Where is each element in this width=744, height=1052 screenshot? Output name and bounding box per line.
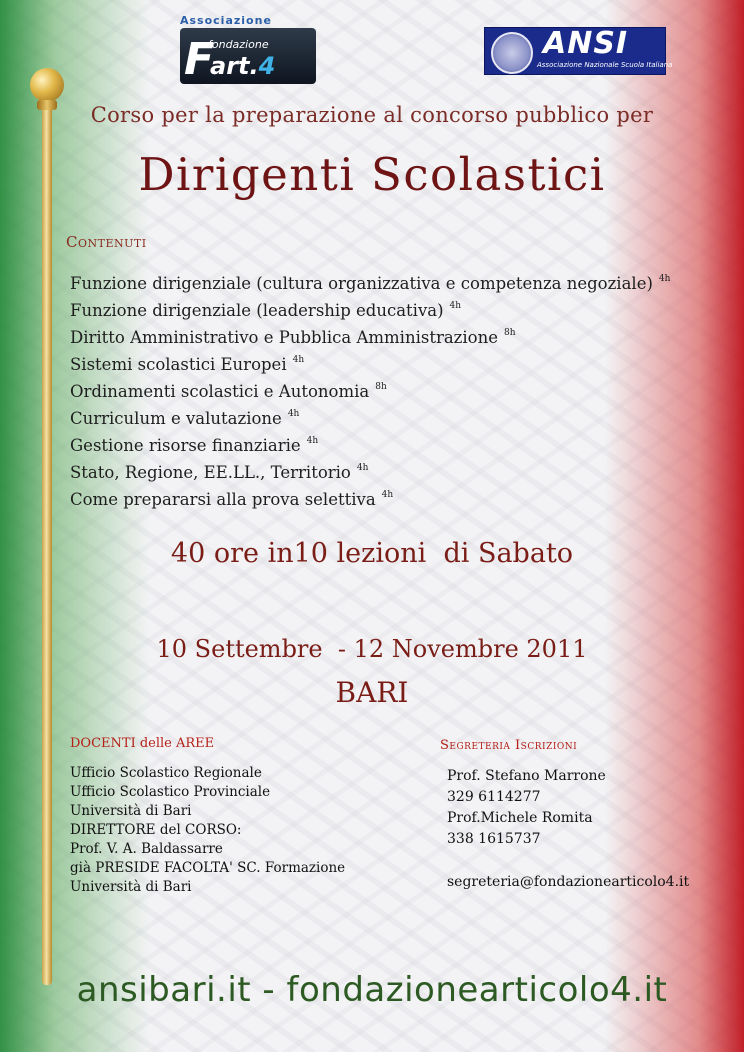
contents-heading: Contenuti — [66, 233, 147, 251]
contents-list — [70, 266, 670, 509]
ansi-logo-name: ANSI — [543, 26, 629, 61]
flagpole-finial-icon — [30, 68, 64, 102]
logo-art: art. — [210, 52, 259, 80]
list-item — [70, 347, 670, 374]
docenti-line: Università di Bari — [70, 879, 192, 895]
contact-email: segreteria@fondazionearticolo4.it — [447, 874, 690, 890]
item-hours: 4h — [658, 274, 671, 284]
contact-phone: 338 1615737 — [447, 831, 541, 847]
footer-websites: ansibari.it - fondazionearticolo4.it — [76, 970, 668, 1010]
docenti-line: DIRETTORE del CORSO: — [70, 822, 242, 838]
course-city: BARI — [335, 676, 409, 709]
item-label: Funzione dirigenziale (leadership educativa) — [70, 301, 444, 320]
fondazione-art4-logo — [180, 14, 316, 84]
docenti-list — [70, 764, 345, 897]
ansi-logo-subtitle: Associazione Nazionale Scuola Italiana — [537, 61, 673, 69]
item-label: Come prepararsi alla prova selettiva — [70, 490, 376, 509]
ansi-seal-icon — [491, 32, 533, 74]
logo-letter-f: F — [184, 34, 215, 85]
ansi-logo — [484, 26, 673, 75]
logo-fondazione-text: fondazione — [208, 38, 269, 51]
docenti-line: già PRESIDE FACOLTA' SC. Formazione — [70, 860, 346, 876]
item-hours: 4h — [356, 463, 369, 473]
list-item — [70, 482, 670, 509]
item-hours: 4h — [449, 301, 462, 311]
item-hours: 8h — [375, 382, 387, 392]
course-subtitle: Corso per la preparazione al concorso pubblico per — [90, 103, 654, 127]
item-hours: 8h — [503, 328, 516, 338]
item-label: Sistemi scolastici Europei — [70, 355, 287, 374]
item-label: Stato, Regione, EE.LL., Territorio — [70, 463, 351, 482]
docenti-line: Università di Bari — [70, 803, 192, 819]
contact-name: Prof.Michele Romita — [447, 810, 593, 826]
item-hours: 4h — [292, 355, 305, 365]
list-item — [70, 320, 670, 347]
item-label: Curriculum e valutazione — [70, 409, 282, 428]
contact-name: Prof. Stefano Marrone — [447, 768, 606, 784]
logo-four: 4 — [258, 52, 276, 80]
contact-phone: 329 6114277 — [447, 789, 541, 805]
list-item — [70, 428, 670, 455]
item-label: Diritto Amministrativo e Pubblica Amministrazione — [70, 328, 498, 347]
item-hours: 4h — [381, 490, 394, 500]
logo-art-text — [210, 52, 275, 80]
item-label: Ordinamenti scolastici e Autonomia — [70, 382, 370, 401]
list-item — [70, 266, 670, 293]
logo-association-text: Associazione — [180, 14, 272, 27]
logo-box — [180, 28, 316, 84]
hours-summary: 40 ore in10 lezioni di Sabato — [170, 538, 574, 569]
docenti-line: Ufficio Scolastico Regionale — [70, 765, 262, 781]
list-item — [70, 293, 670, 320]
list-item — [70, 401, 670, 428]
item-hours: 4h — [306, 436, 319, 446]
course-dates: 10 Settembre - 12 Novembre 2011 — [156, 635, 588, 663]
docenti-line: Ufficio Scolastico Provinciale — [70, 784, 271, 800]
course-title: Dirigenti Scolastici — [138, 148, 606, 201]
docenti-heading: DOCENTI delle AREE — [70, 736, 215, 751]
list-item — [70, 374, 670, 401]
item-label: Gestione risorse finanziarie — [70, 436, 301, 455]
list-item — [70, 455, 670, 482]
segreteria-heading: Segreteria Iscrizioni — [440, 738, 578, 753]
item-label: Funzione dirigenziale (cultura organizzativa e competenza negoziale) — [70, 274, 653, 293]
docenti-line: Prof. V. A. Baldassarre — [70, 841, 223, 857]
item-hours: 4h — [287, 409, 300, 419]
segreteria-contacts — [447, 766, 689, 893]
